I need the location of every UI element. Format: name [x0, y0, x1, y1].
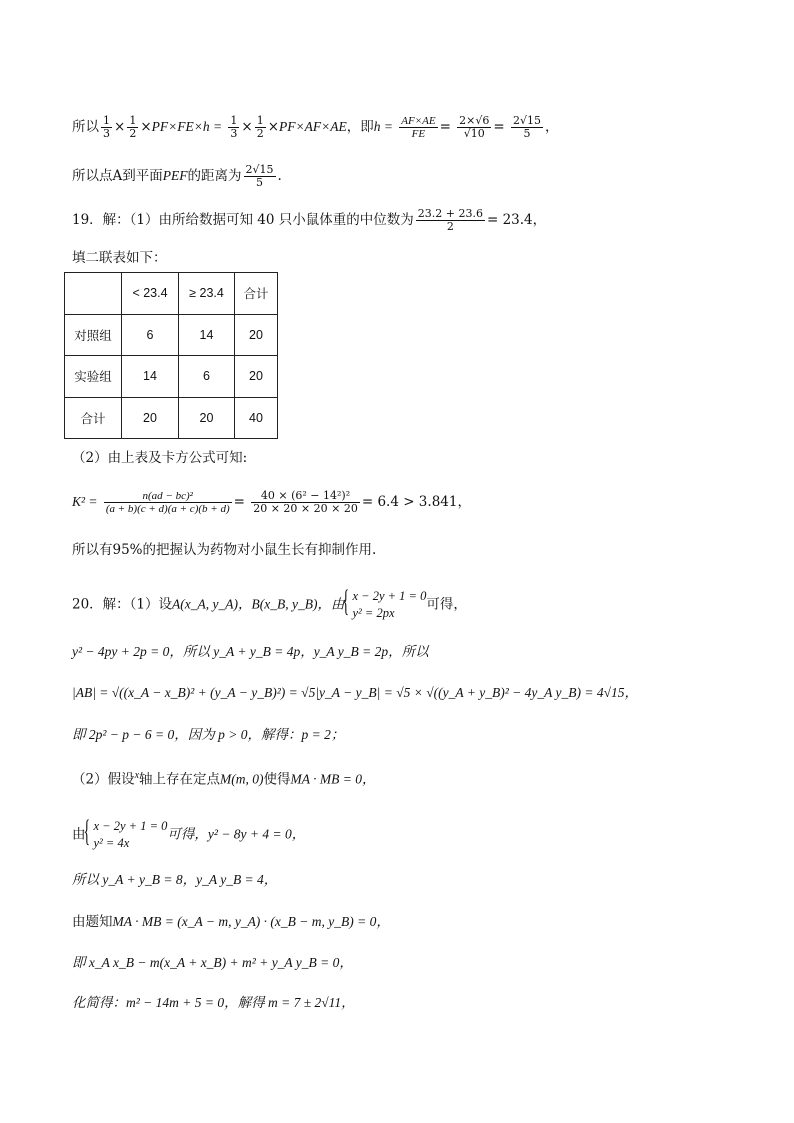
equation-line-14: 所以 y_A + y_B = 8，y_A y_B = 4， — [72, 872, 278, 887]
table-cell: 14 — [179, 314, 235, 356]
conclusion-line: 所以有95%的把握认为药物对小鼠生长有抑制作用. — [72, 542, 377, 558]
punct: ， — [545, 119, 559, 135]
text: = 23.4， — [486, 212, 547, 228]
chi-square-formula: K² = $\frac{\text{n(ad − bc)²}}{(a + b)(c + d)(a + c)(b + d)}$ = $\frac{\text{40 × (6² − 14²)²}}{20 \times 20 \times 20 \times 20}$ = 6.4 > 3.841， — [72, 489, 471, 515]
table-cell: 合计 — [235, 273, 278, 315]
equation-line-15 — [72, 912, 390, 932]
expr: A(x_A, y_A)，B(x_B, y_B)，由 — [172, 596, 345, 612]
text: （2）假设 — [72, 771, 135, 788]
fraction-2root15: $\frac{2√15}{5}$ — [513, 114, 542, 140]
equation-system-2: { x − 2y + 1 = 0 y² = 4x — [86, 818, 168, 852]
table-cell: 20 — [122, 397, 179, 439]
table-cell: 6 — [179, 356, 235, 398]
chi-square-intro: （2）由上表及卡方公式可知: — [72, 450, 248, 466]
table-cell: 实验组 — [65, 356, 122, 398]
text: 由 — [72, 826, 86, 843]
table-cell: 14 — [122, 356, 179, 398]
punct: . — [277, 168, 282, 184]
expr: PF×AF×AE — [279, 119, 347, 134]
equation-system-1: { x − 2y + 1 = 0 y² = 2px — [344, 588, 426, 622]
table-intro: 填二联表如下： — [72, 250, 167, 266]
fraction-median: $\frac{23.2 + 23.6}{2}$ — [417, 207, 483, 233]
contingency-table — [64, 272, 278, 439]
table-cell: 20 — [235, 356, 278, 398]
equation-line-1: 所以 $\frac{1}{3}$ × $\frac{1}{2}$ ×PF×FE×h = $\frac{1}{3}$ × $\frac{1}{2}$ ×PF×AF×AE，即h = $\frac{AF\times AE}{FE}$ = $\frac{2\times√6}{√10}$ = $\frac{2√15}{5}$ ， — [72, 114, 559, 140]
text: 由题知 — [72, 914, 113, 930]
table-cell — [65, 273, 122, 315]
fraction-one-half-2: $\frac{1}{2}$ — [256, 114, 264, 140]
expr: PF×FE×h = — [151, 119, 223, 134]
vector-condition: MA · MB = 0， — [290, 771, 376, 787]
part-2-line — [72, 766, 376, 790]
fraction-one-third: $\frac{1}{3}$ — [103, 114, 110, 140]
plane-name: PEF — [162, 168, 188, 183]
fraction-2root6: $\frac{2\times√6}{√10}$ — [459, 114, 490, 140]
table-cell: < 23.4 — [122, 273, 179, 315]
equation-line-17: 化简得：m² − 14m + 5 = 0，解得 m = 7 ± 2√11， — [72, 995, 355, 1010]
table-row — [65, 397, 278, 439]
expr: 可得，y² − 8y + 4 = 0， — [167, 826, 306, 842]
table-cell: 20 — [235, 314, 278, 356]
fraction-chi-formula: $\frac{\text{n(ad − bc)²}}{(a + b)(c + d)(a + c)(b + d)}$ — [105, 490, 230, 515]
problem-19-line — [72, 208, 546, 233]
equation-line-13 — [72, 818, 305, 852]
table-cell: 40 — [235, 397, 278, 439]
table-cell: 对照组 — [65, 314, 122, 356]
equation-line-16: 即 x_A x_B − m(x_A + x_B) + m² + y_A y_B = 0， — [72, 955, 353, 970]
equation-line-11: 即 2p² − p − 6 = 0，因为 p > 0，解得：p = 2； — [72, 727, 345, 742]
point-m: M(m, 0) — [220, 771, 264, 787]
expr: h = — [373, 119, 393, 134]
table-cell: ≥ 23.4 — [179, 273, 235, 315]
text: 所以点A到平面 — [72, 168, 163, 184]
text: 可得， — [426, 596, 467, 613]
fraction-one-half: $\frac{1}{2}$ — [129, 114, 137, 140]
table-row — [65, 314, 278, 356]
axis-x: x — [134, 770, 140, 781]
text: 的距离为 — [187, 168, 242, 184]
text: 19．解：（1）由所给数据可知 40 只小鼠体重的中位数为 — [72, 212, 414, 228]
text: = 6.4 > 3.841， — [361, 494, 471, 510]
text: 轴上存在定点 — [139, 771, 221, 788]
fraction-distance: $\frac{2√15}{5}$ — [245, 163, 274, 189]
fraction-af-ae-fe: $\frac{AF\times AE}{FE}$ — [401, 115, 436, 140]
problem-20-line — [72, 588, 467, 622]
expr: K² = — [72, 494, 98, 509]
table-header-row — [65, 273, 278, 315]
fraction-one-third-2: $\frac{1}{3}$ — [230, 114, 238, 140]
table-cell: 合计 — [65, 397, 122, 439]
equation-line-9: y² − 4py + 2p = 0，所以 y_A + y_B = 4p，y_A y_B = 2p，所以 — [72, 644, 429, 659]
text: ，即 — [346, 119, 374, 135]
equation-line-2 — [72, 164, 282, 189]
expr: MA · MB = (x_A − m, y_A) · (x_B − m, y_B) = 0， — [112, 914, 390, 929]
text: 所以 — [72, 119, 99, 135]
table-row — [65, 356, 278, 398]
text: 使得 — [263, 771, 291, 788]
table-cell: 6 — [122, 314, 179, 356]
fraction-chi-values: $\frac{\text{40 × (6² − 14²)²}}{20 \times 20 \times 20 \times 20}$ — [253, 489, 358, 515]
text: 20．解：（1）设 — [72, 596, 173, 613]
equation-line-10: |AB| = √((x_A − x_B)² + (y_A − y_B)²) = √5|y_A − y_B| = √5 × √((y_A + y_B)² − 4y_A y_B) = 4√15， — [72, 685, 638, 700]
table-cell: 20 — [179, 397, 235, 439]
